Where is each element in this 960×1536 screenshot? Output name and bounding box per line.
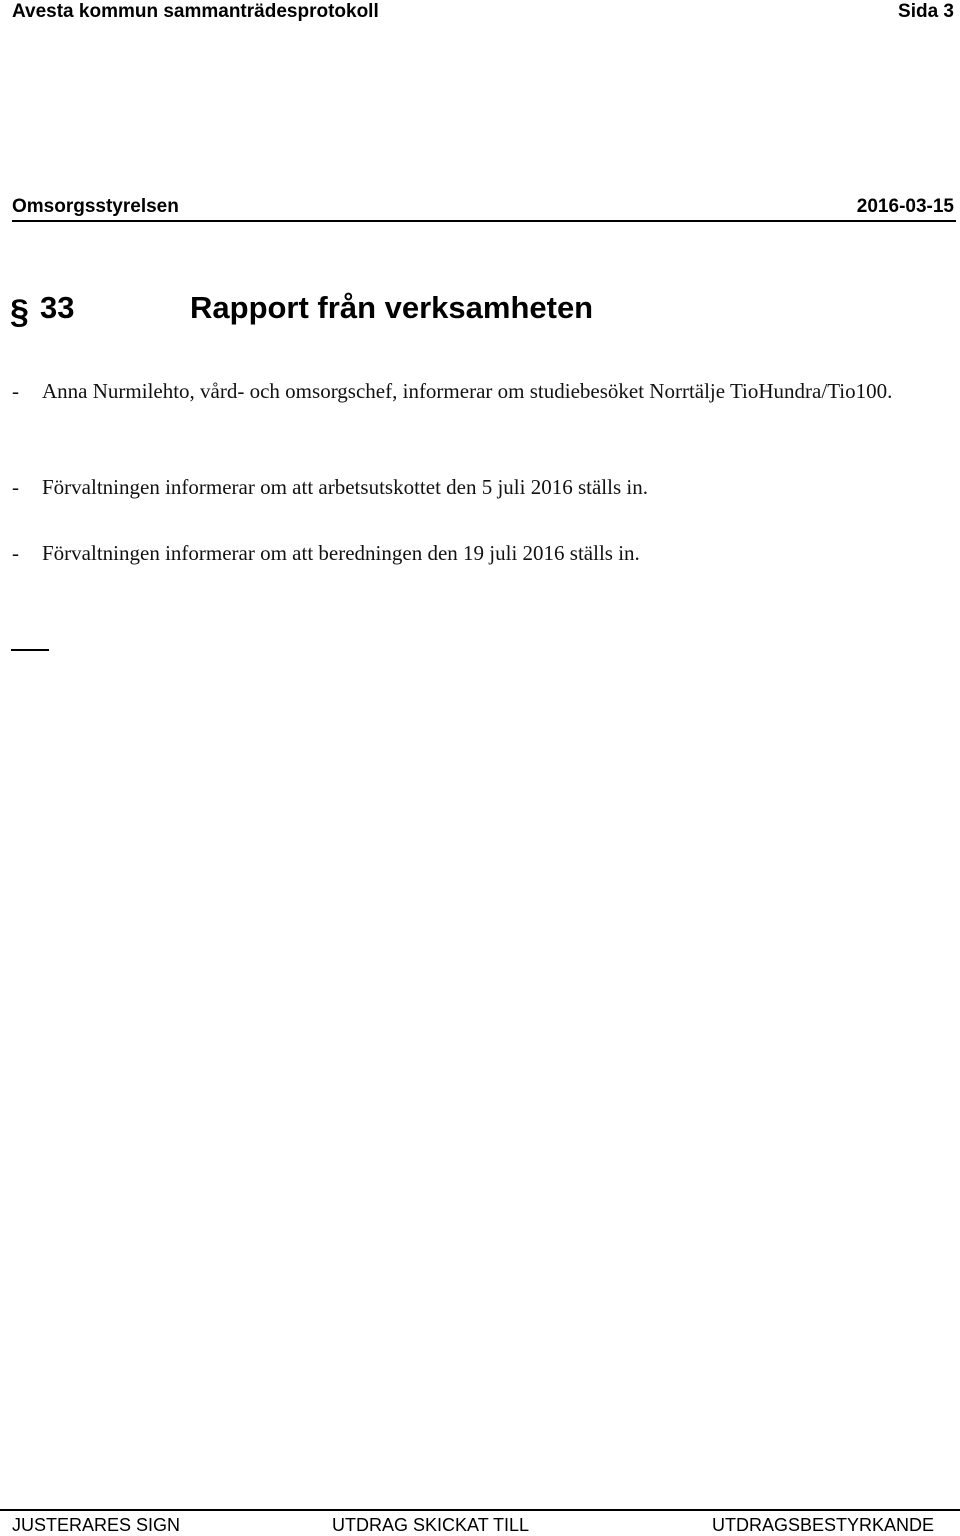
list-item-text: Förvaltningen informerar om att beredningen den 19 juli 2016 ställs in. (42, 541, 640, 565)
document-title: Avesta kommun sammanträdesprotokoll (12, 1, 379, 22)
section-title: Rapport från verksamheten (190, 290, 594, 325)
section-end-mark (11, 649, 49, 651)
list-item-text: Förvaltningen informerar om att arbetsutskottet den 5 juli 2016 ställs in. (42, 475, 648, 499)
list-item (12, 472, 942, 504)
meeting-info-row (12, 192, 954, 220)
list-item-text: Anna Nurmilehto, vård- och omsorgschef, informerar om studiebesöket Norrtälje TioHundra/Tio100. (42, 379, 893, 403)
board-name: Omsorgsstyrelsen (12, 196, 179, 217)
section-number: 33 (40, 290, 75, 325)
paragraph-sign-icon: § (10, 293, 29, 331)
list-item (12, 376, 942, 438)
section-heading (10, 288, 950, 332)
list-bullet: - (12, 379, 19, 403)
list-bullet: - (12, 475, 19, 499)
footer-adjusters-sign: JUSTERARES SIGN (12, 1515, 181, 1535)
footer-extract-certification: UTDRAGSBESTYRKANDE (711, 1515, 934, 1535)
footer-divider (0, 1509, 960, 1511)
page-footer (12, 1514, 934, 1536)
document-header (12, 0, 954, 26)
header-divider (12, 220, 956, 222)
list-bullet: - (12, 541, 19, 565)
page-number: Sida 3 (898, 1, 954, 22)
footer-extract-sent-to: UTDRAG SKICKAT TILL (332, 1515, 530, 1535)
list-item (12, 538, 942, 570)
meeting-date: 2016-03-15 (856, 196, 954, 217)
